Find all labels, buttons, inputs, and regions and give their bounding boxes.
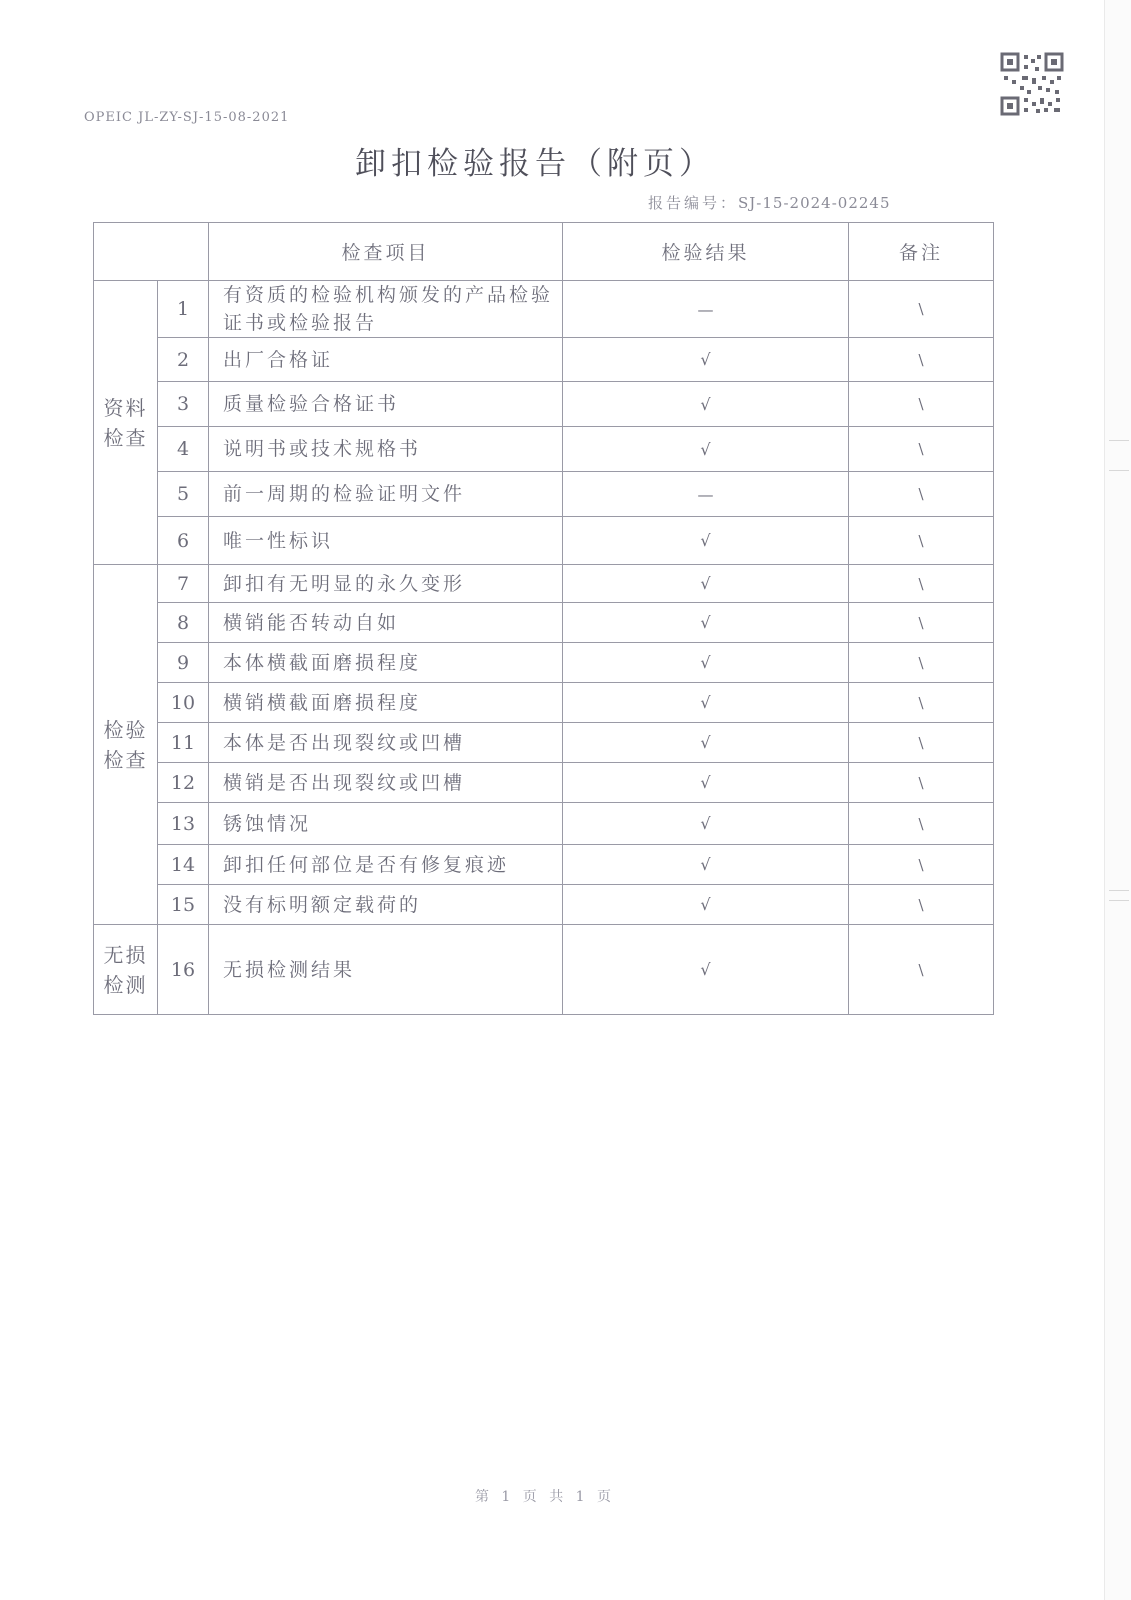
row-item: 卸扣任何部位是否有修复痕迹 (209, 845, 563, 885)
row-index: 15 (158, 885, 209, 925)
row-result: — (563, 472, 849, 517)
report-number (648, 192, 891, 213)
row-result: √ (563, 723, 849, 763)
qr-code-icon (1000, 52, 1064, 116)
row-index: 6 (158, 517, 209, 565)
category-cell: 资料检查 (94, 281, 158, 565)
document-code: OPEIC JL-ZY-SJ-15-08-2021 (84, 110, 290, 125)
row-index: 4 (158, 427, 209, 472)
row-index: 8 (158, 603, 209, 643)
row-item: 本体是否出现裂纹或凹槽 (209, 723, 563, 763)
table-row (94, 338, 994, 382)
category-cell: 无损检测 (94, 925, 158, 1015)
column-header-remark: 备注 (849, 223, 994, 281)
row-remark: \ (849, 643, 994, 683)
row-result: √ (563, 382, 849, 427)
row-remark: \ (849, 845, 994, 885)
edge-mark (1109, 900, 1129, 901)
row-result: √ (563, 885, 849, 925)
row-item: 横销横截面磨损程度 (209, 683, 563, 723)
table-row (94, 885, 994, 925)
table-row (94, 565, 994, 603)
row-item: 横销是否出现裂纹或凹槽 (209, 763, 563, 803)
row-item: 前一周期的检验证明文件 (209, 472, 563, 517)
row-index: 3 (158, 382, 209, 427)
row-result: √ (563, 427, 849, 472)
row-item: 本体横截面磨损程度 (209, 643, 563, 683)
edge-mark (1109, 890, 1129, 891)
row-remark: \ (849, 382, 994, 427)
row-result: √ (563, 643, 849, 683)
row-index: 11 (158, 723, 209, 763)
row-result: √ (563, 517, 849, 565)
row-remark: \ (849, 723, 994, 763)
row-remark: \ (849, 281, 994, 338)
row-item: 没有标明额定载荷的 (209, 885, 563, 925)
table-row (94, 683, 994, 723)
table-row (94, 803, 994, 845)
row-remark: \ (849, 885, 994, 925)
row-item: 横销能否转动自如 (209, 603, 563, 643)
row-index: 12 (158, 763, 209, 803)
row-index: 9 (158, 643, 209, 683)
row-index: 2 (158, 338, 209, 382)
table-row (94, 472, 994, 517)
column-header-item: 检查项目 (209, 223, 563, 281)
report-number-label: 报告编号： (648, 194, 739, 212)
category-cell: 检验检查 (94, 565, 158, 925)
row-remark: \ (849, 683, 994, 723)
table-row (94, 763, 994, 803)
edge-mark (1109, 470, 1129, 471)
row-item: 锈蚀情况 (209, 803, 563, 845)
row-remark: \ (849, 338, 994, 382)
row-item: 唯一性标识 (209, 517, 563, 565)
row-remark: \ (849, 427, 994, 472)
row-item: 卸扣有无明显的永久变形 (209, 565, 563, 603)
row-result: — (563, 281, 849, 338)
row-item: 无损检测结果 (209, 925, 563, 1015)
row-index: 7 (158, 565, 209, 603)
page-edge-strip (1104, 0, 1131, 1600)
report-number-value: SJ-15-2024-02245 (738, 194, 891, 212)
table-row (94, 517, 994, 565)
row-remark: \ (849, 603, 994, 643)
table-header-row (94, 223, 994, 281)
table-row (94, 925, 994, 1015)
row-result: √ (563, 338, 849, 382)
report-title: 卸扣检验报告（附页） (355, 146, 715, 182)
table-row (94, 723, 994, 763)
row-remark: \ (849, 472, 994, 517)
row-index: 13 (158, 803, 209, 845)
edge-mark (1109, 440, 1129, 441)
row-remark: \ (849, 565, 994, 603)
table-row (94, 427, 994, 472)
row-index: 1 (158, 281, 209, 338)
page-footer: 第 1 页 共 1 页 (474, 1489, 616, 1505)
row-result: √ (563, 845, 849, 885)
row-result: √ (563, 565, 849, 603)
column-header-result: 检验结果 (563, 223, 849, 281)
row-result: √ (563, 925, 849, 1015)
table-row (94, 643, 994, 683)
row-result: √ (563, 603, 849, 643)
table-row (94, 845, 994, 885)
row-item: 说明书或技术规格书 (209, 427, 563, 472)
row-remark: \ (849, 925, 994, 1015)
row-index: 10 (158, 683, 209, 723)
row-item: 出厂合格证 (209, 338, 563, 382)
row-remark: \ (849, 517, 994, 565)
row-item: 有资质的检验机构颁发的产品检验证书或检验报告 (209, 281, 563, 338)
row-remark: \ (849, 763, 994, 803)
row-remark: \ (849, 803, 994, 845)
table-row (94, 382, 994, 427)
table-row (94, 603, 994, 643)
row-index: 14 (158, 845, 209, 885)
header-blank-cell (94, 223, 209, 281)
inspection-table (93, 222, 994, 1015)
row-index: 5 (158, 472, 209, 517)
row-result: √ (563, 763, 849, 803)
row-index: 16 (158, 925, 209, 1015)
row-result: √ (563, 683, 849, 723)
row-item: 质量检验合格证书 (209, 382, 563, 427)
row-result: √ (563, 803, 849, 845)
table-row (94, 281, 994, 338)
